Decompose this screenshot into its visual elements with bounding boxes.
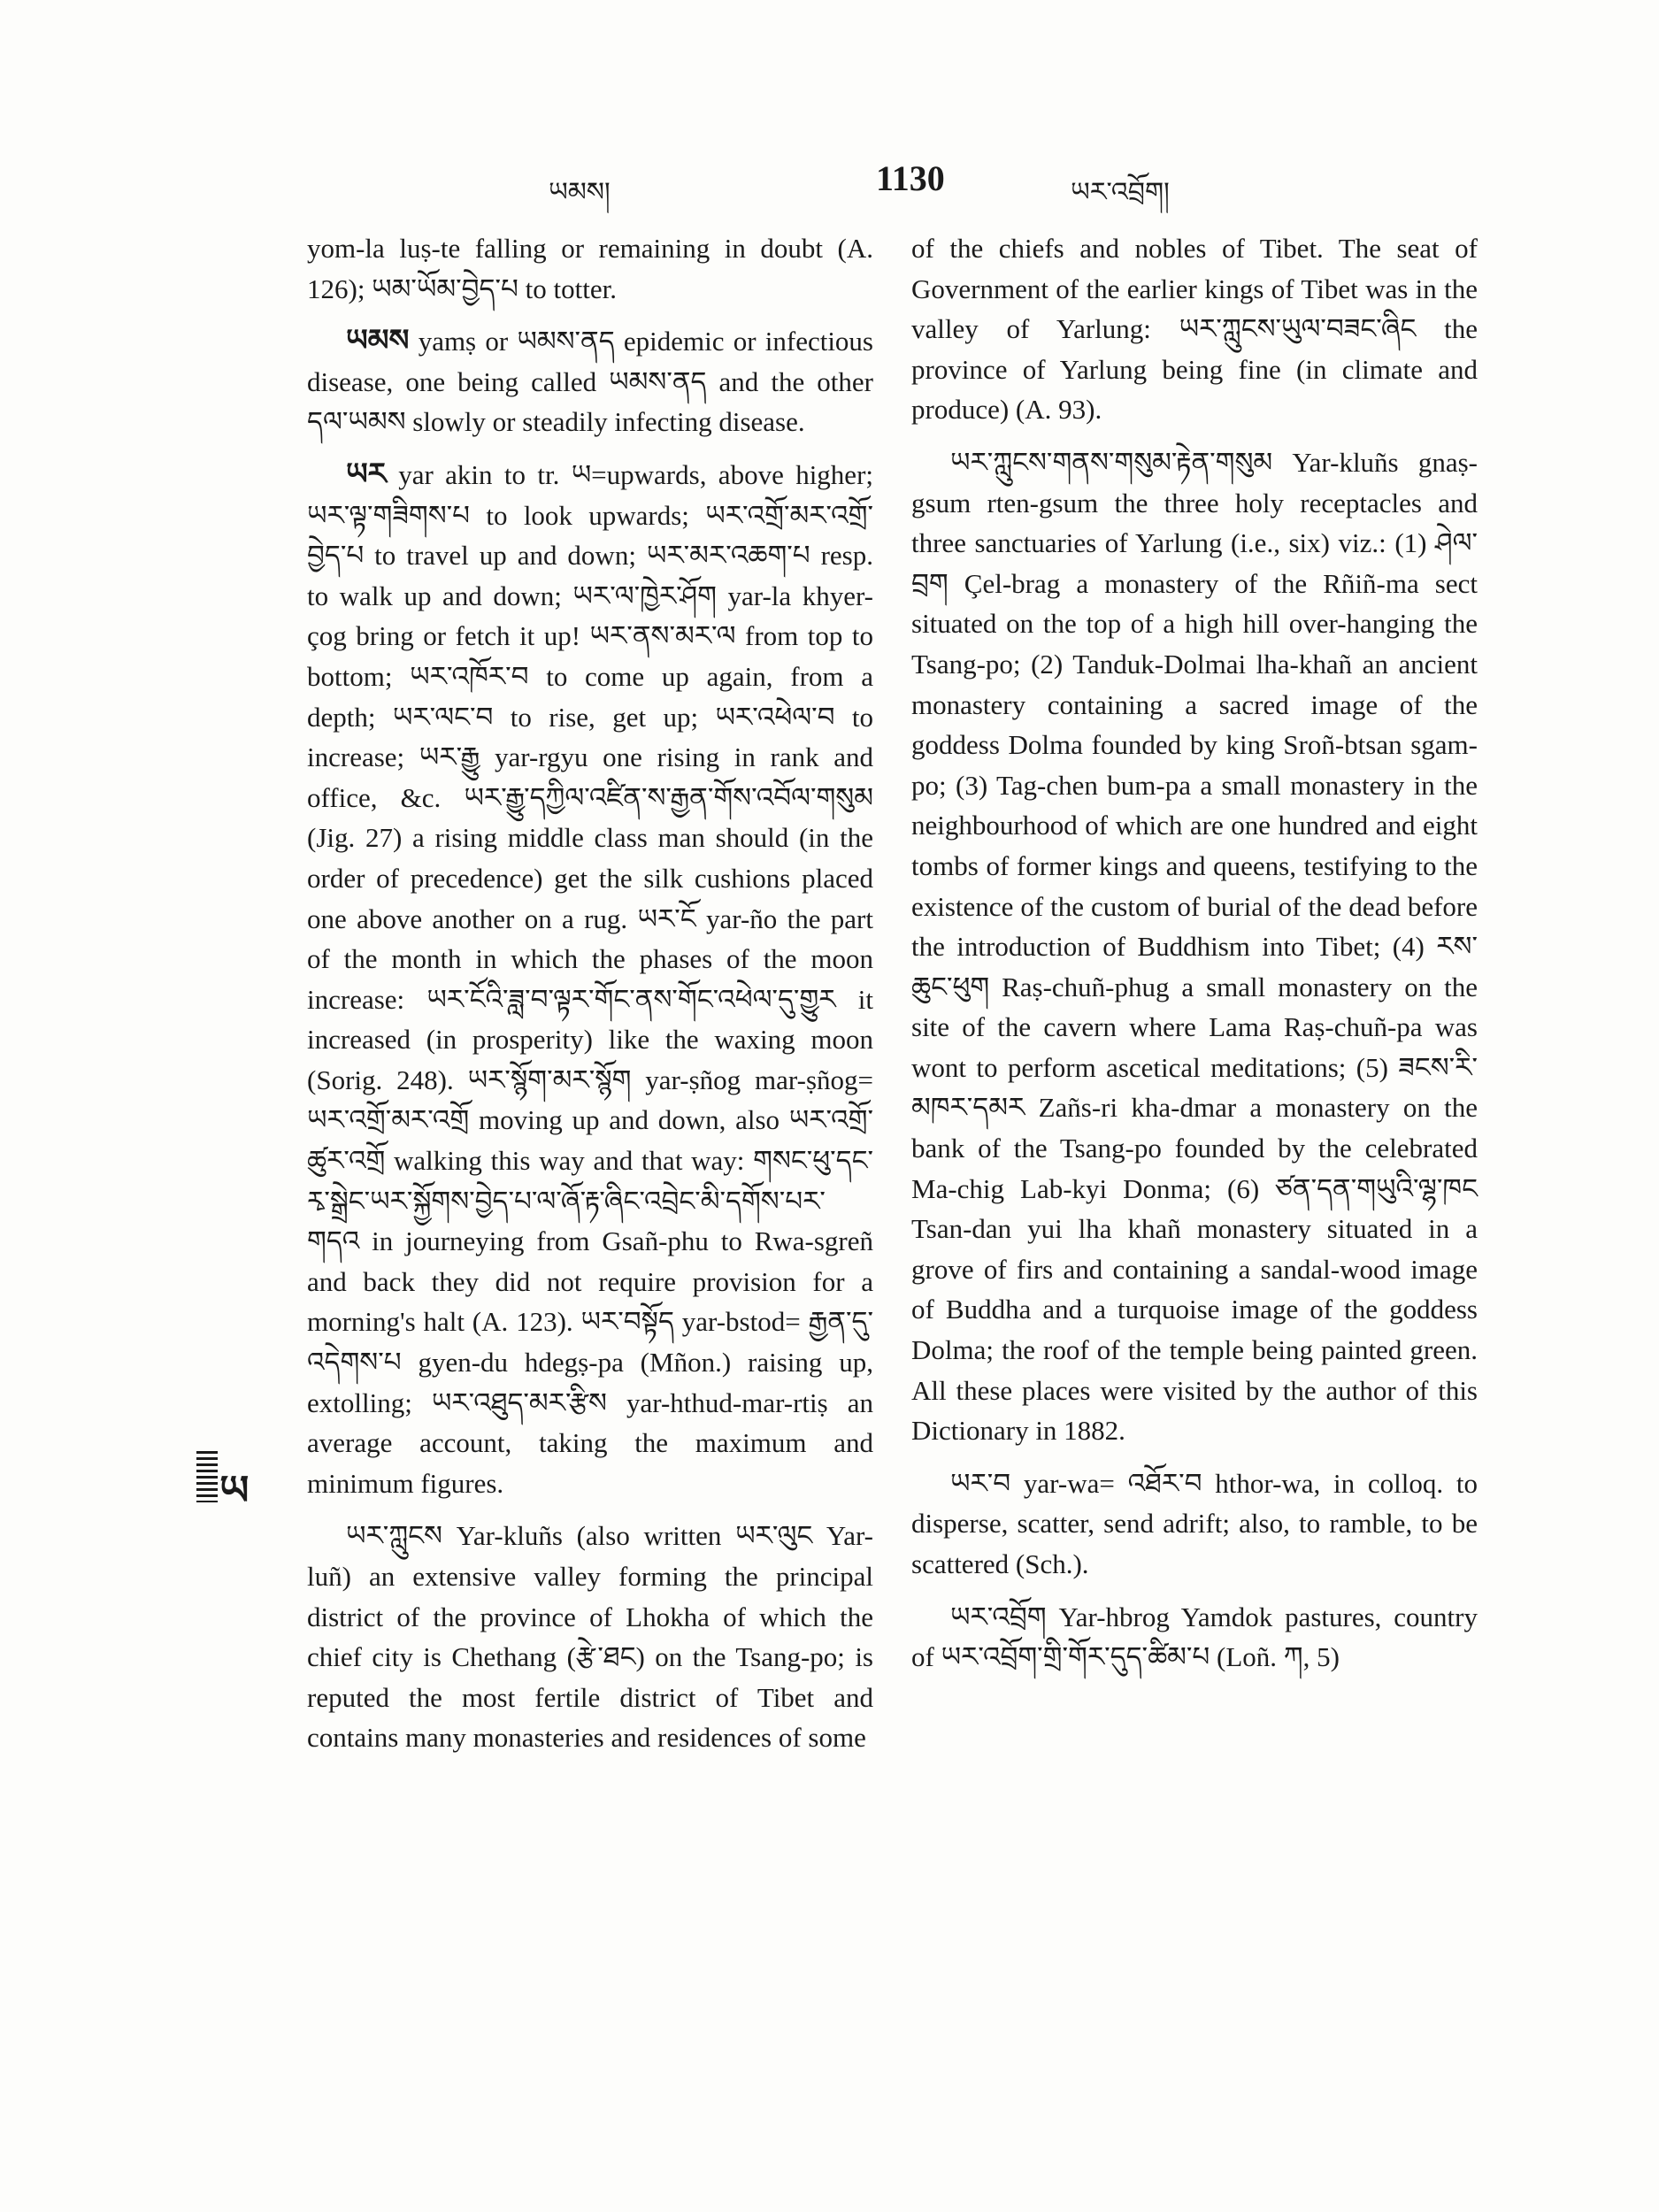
entry-text: ཡར་ཀླུངས Yar-kluñs (also written ཡར་ལུང Yar-luñ) an extensive valley forming the principal district of the province of Lhokha of which the chief city is Chethang (རྩེ་ཐང) on the Tsang-po; is reputed the most fertile district of Tibet and contains many monasteries and residences of some: [307, 1520, 873, 1754]
entry-text: yamṣ or ཡམས་ནད epidemic or infectious disease, one being called ཡམས་ནད and the other དལ་ཡམས slowly or steadily infecting disease.: [307, 326, 873, 438]
entry-yar: [307, 455, 873, 1503]
header-left-word: ཡམས།: [549, 178, 611, 207]
section-marker-letter: ཡ: [219, 1468, 250, 1513]
section-marker-bars: [196, 1451, 218, 1502]
page-header: [310, 157, 1504, 211]
entry-yar-kluns-gnas-gsum: [911, 442, 1478, 1451]
left-column: [307, 228, 873, 1770]
page-number: 1130: [876, 158, 945, 198]
header-right-word: ཡར་འབྲོག།: [1071, 178, 1170, 207]
entry-continuation: [307, 228, 873, 309]
entry-yar-kluns: [307, 1516, 873, 1758]
right-column: [911, 228, 1478, 1690]
entry-yar-wa: [911, 1463, 1478, 1585]
entry-text: ཡར་བ yar-wa= འཐོར་བ hthor-wa, in colloq. to disperse, scatter, send adrift; also, to ramble, to be scattered (Sch.).: [911, 1467, 1478, 1579]
entry-text: of the chiefs and nobles of Tibet. The seat of Government of the earlier kings of Tibet was in the valley of Yarlung: ཡར་ཀླུངས་ཡུལ་བཟང་ཞིང the province of Yarlung being fine (in climate and produce) (A. 93).: [911, 233, 1478, 426]
entry-headword: ཡམས: [346, 325, 410, 358]
entry-text: yom-la luṣ-te falling or remaining in doubt (A. 126); ཡམ་ཡོམ་བྱེད་པ to totter.: [307, 233, 873, 304]
entry-headword: ཡར: [346, 457, 387, 491]
entry-text: yar akin to tr. ཡ=upwards, above higher; ཡར་ལྟ་གཟིགས་པ to look upwards; ཡར་འགྲོ་མར་འགྲོ་བྱེད་པ to travel up and down; ཡར་མར་འཆག་པ resp. to walk up and down; ཡར་ལ་ཁྱེར་ཤོག yar-la khyer-çog bring or fetch it up! ཡར་ནས་མར་ལ from top to bottom; ཡར་འཁོར་བ to come up again, from a depth; ཡར་ལང་བ to rise, get up; ཡར་འཕེལ་བ to increase; ཡར་རྒྱུ yar-rgyu one rising in rank and office, &c. ཡར་རྒྱུ་དཀྱིལ་འཛིན་ས་རྒྱན་གོས་འབོལ་གསུམ (Jig. 27) a rising middle class man should (in the order of precedence) get the silk cushions placed one above another on a rug. ཡར་ངོ yar-ño the part of the month in which the phases of the moon increase: ཡར་ངོའི་ཟླ་བ་ལྟར་གོང་ནས་གོང་འཕེལ་དུ་གྱུར it increased (in prosperity) like the waxing moon (Sorig. 248). ཡར་སྙོག་མར་སྙོག yar-ṣñog mar-ṣñog= ཡར་འགྲོ་མར་འགྲོ moving up and down, also ཡར་འགྲོ་ཚུར་འགྲོ walking this way and that way: གསང་ཕུ་དང་རྭ་སྒྲེང་ཡར་སྐྱོགས་བྱེད་པ་ལ་ཞོ་རྟ་ཞིང་འབྲེང་མི་དགོས་པར་གདའ in journeying from Gsañ-phu to Rwa-sgreñ and back they did not require provision for a morning's halt (A. 123). ཡར་བསྟོད yar-bstod= རྒྱན་དུ་འདེགས་པ gyen-du hdegṣ-pa (Mñon.) raising up, extolling; ཡར་འཐུད་མར་རྩིས yar-hthud-mar-rtiṣ an average account, taking the maximum and minimum figures.: [307, 458, 873, 1499]
entry-text: ཡར་ཀླུངས་གནས་གསུམ་རྟེན་གསུམ Yar-kluñs gnaṣ-gsum rten-gsum the three holy receptacles and three sanctuaries of Yarlung (i.e., six) viz.: (1) ཤེལ་བྲག Çel-brag a monastery of the Rñiñ-ma sect situated on the top of a high hill over-hanging the Tsang-po; (2) Tanduk-Dolmai lha-khañ an ancient monastery containing a sacred image of the goddess Dolma founded by king Sroñ-btsan sgam-po; (3) Tag-chen bum-pa a small monastery in the neighbourhood of which are one hundred and eight tombs of former kings and queens, testifying to the existence of the custom of burial of the dead before the introduction of Buddhism into Tibet; (4) རས་ཆུང་ཕུག Raṣ-chuñ-phug a small monastery on the site of the cavern where Lama Raṣ-chuñ-pa was wont to perform ascetical meditations; (5) ཟངས་རི་མཁར་དམར Zañs-ri kha-dmar a monastery on the bank of the Tsang-po founded by the celebrated Ma-chig Lab-kyi Donma; (6) ཙན་དན་གཡུའི་ལྷ་ཁང Tsan-dan yui lha khañ monastery situated in a grove of firs and containing a sandal-wood image of Buddha and a turquoise image of the goddess Dolma; the roof of the temple being painted green. All these places were visited by the author of this Dictionary in 1882.: [911, 446, 1478, 1447]
entry-continuation: [911, 228, 1478, 430]
entry-yar-hbrog: [911, 1597, 1478, 1678]
entry-text: ཡར་འབྲོག Yar-hbrog Yamdok pastures, country of ཡར་འབྲོག་གྲི་གོར་དུད་ཚིམ་པ (Loñ. ཀ, 5): [911, 1601, 1478, 1673]
entry-yams: [307, 321, 873, 442]
